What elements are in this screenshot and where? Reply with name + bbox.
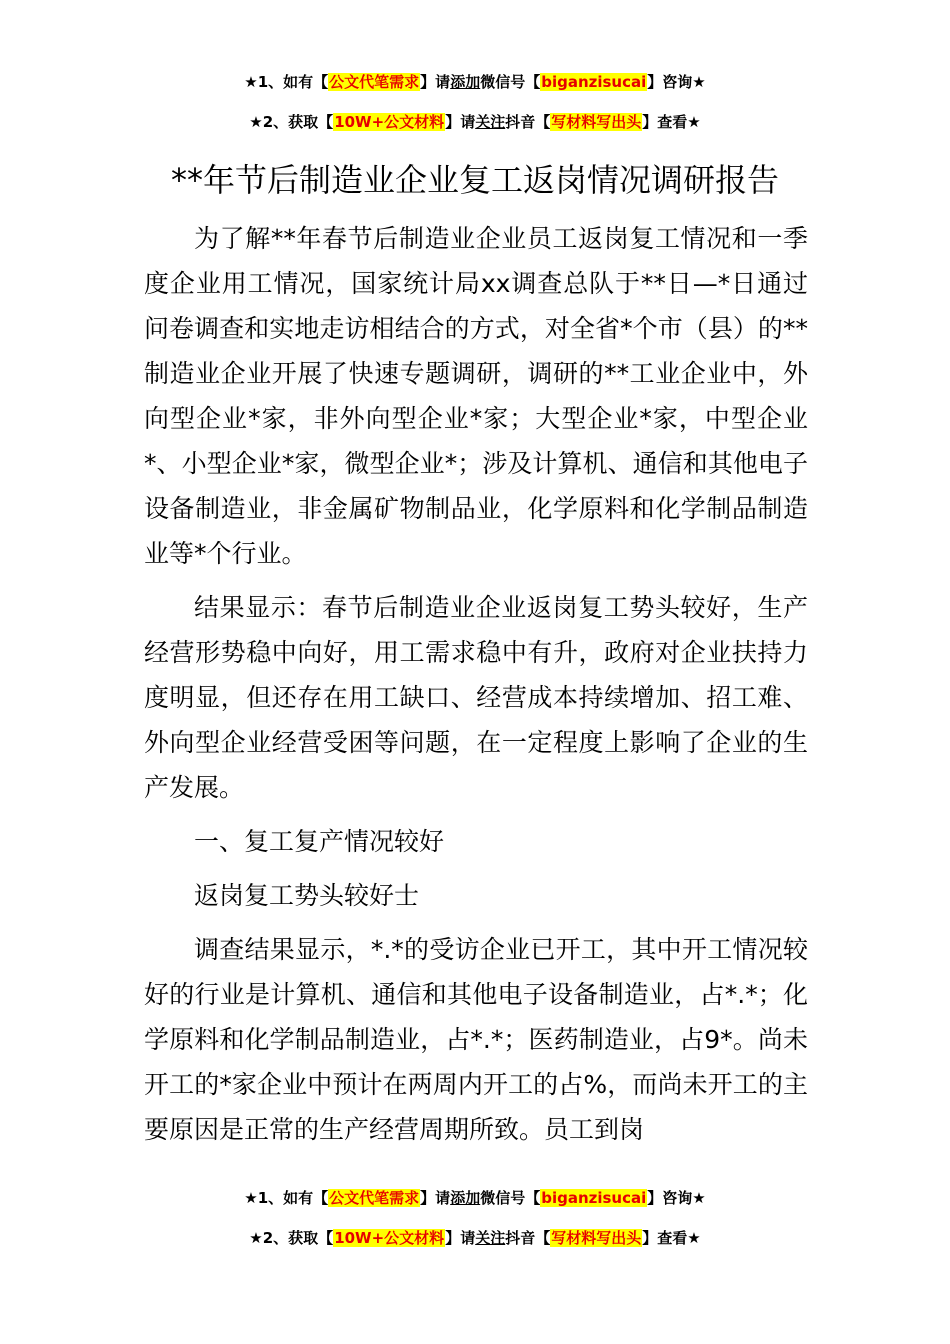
promo-line-2-highlight-materials: 10W+公文材料 [334,1229,445,1247]
promo-line-2-bottom [0,1218,950,1258]
promo-line-1-prefix: ★1、如有【 [244,73,329,91]
promo-line-1-bottom [0,1178,950,1218]
promo-line-2-mid2: 抖音【 [505,113,551,131]
promo-line-1-highlight-service: 公文代笔需求 [329,1189,420,1207]
promo-line-1-suffix: 】咨询★ [647,1189,706,1207]
promo-line-2-underlined: 关注 [475,1229,506,1247]
bottom-promo-banner [0,1178,950,1258]
paragraph-intro: 为了解**年春节后制造业企业员工返岗复工情况和一季度企业用工情况，国家统计局xx调查总队于**日—*日通过问卷调查和实地走访相结合的方式，对全省*个市（县）的**制造业企业开展了快速专题调研，调研的**工业企业中，外向型企业*家，非外向型企业*家；大型企业*家，中型企业*、小型企业*家，微型企业*；涉及计算机、通信和其他电子设备制造业，非金属矿物制品业，化学原料和化学制品制造业等*个行业。 [144,224,808,568]
paragraph-survey-results: 调查结果显示，*.*的受访企业已开工，其中开工情况较好的行业是计算机、通信和其他电子设备制造业，占*.*；化学原料和化学制品制造业，占*.*；医药制造业，占9*。尚未开工的*家企业中预计在两周内开工的占%，而尚未开工的主要原因是正常的生产经营周期所致。员工到岗 [144,935,808,1144]
promo-line-1-highlight-wechat: biganzisucai [541,73,647,91]
document-title: **年节后制造业企业复工返岗情况调研报告 [170,161,779,199]
section-heading-1: 一、复工复产情况较好 [194,827,445,856]
promo-line-1-underlined: 添加 [450,1189,481,1207]
promo-line-1-prefix: ★1、如有【 [244,1189,329,1207]
paragraph-results: 结果显示：春节后制造业企业返岗复工势头较好，生产经营形势稳中向好，用工需求稳中有升，政府对企业扶持力度明显，但还存在用工缺口、经营成本持续增加、招工难、外向型企业经营受困等问题，在一定程度上影响了企业的生产发展。 [144,593,808,802]
promo-line-1-highlight-service: 公文代笔需求 [329,73,420,91]
promo-line-1-mid: 】请 [420,73,451,91]
promo-line-2-underlined: 关注 [475,113,506,131]
promo-line-2-highlight-douyin: 写材料写出头 [551,1229,642,1247]
promo-line-2-prefix: ★2、获取【 [249,1229,334,1247]
promo-line-2-prefix: ★2、获取【 [249,113,334,131]
promo-line-2-mid: 】请 [445,1229,476,1247]
promo-line-1-highlight-wechat: biganzisucai [541,1189,647,1207]
top-promo-banner [0,62,950,142]
promo-line-2-suffix: 】查看★ [642,1229,701,1247]
promo-line-2-mid2: 抖音【 [505,1229,551,1247]
promo-line-2-suffix: 】查看★ [642,113,701,131]
promo-line-2-mid: 】请 [445,113,476,131]
promo-line-1-mid2: 微信号【 [480,73,541,91]
promo-line-1 [0,62,950,102]
promo-line-1-underlined: 添加 [450,73,481,91]
promo-line-2-highlight-douyin: 写材料写出头 [551,113,642,131]
promo-line-1-suffix: 】咨询★ [647,73,706,91]
promo-line-1-mid: 】请 [420,1189,451,1207]
promo-line-2-highlight-materials: 10W+公文材料 [334,113,445,131]
subsection-heading: 返岗复工势头较好士 [194,881,420,910]
promo-line-2 [0,102,950,142]
document-body [144,216,808,1152]
promo-line-1-mid2: 微信号【 [480,1189,541,1207]
